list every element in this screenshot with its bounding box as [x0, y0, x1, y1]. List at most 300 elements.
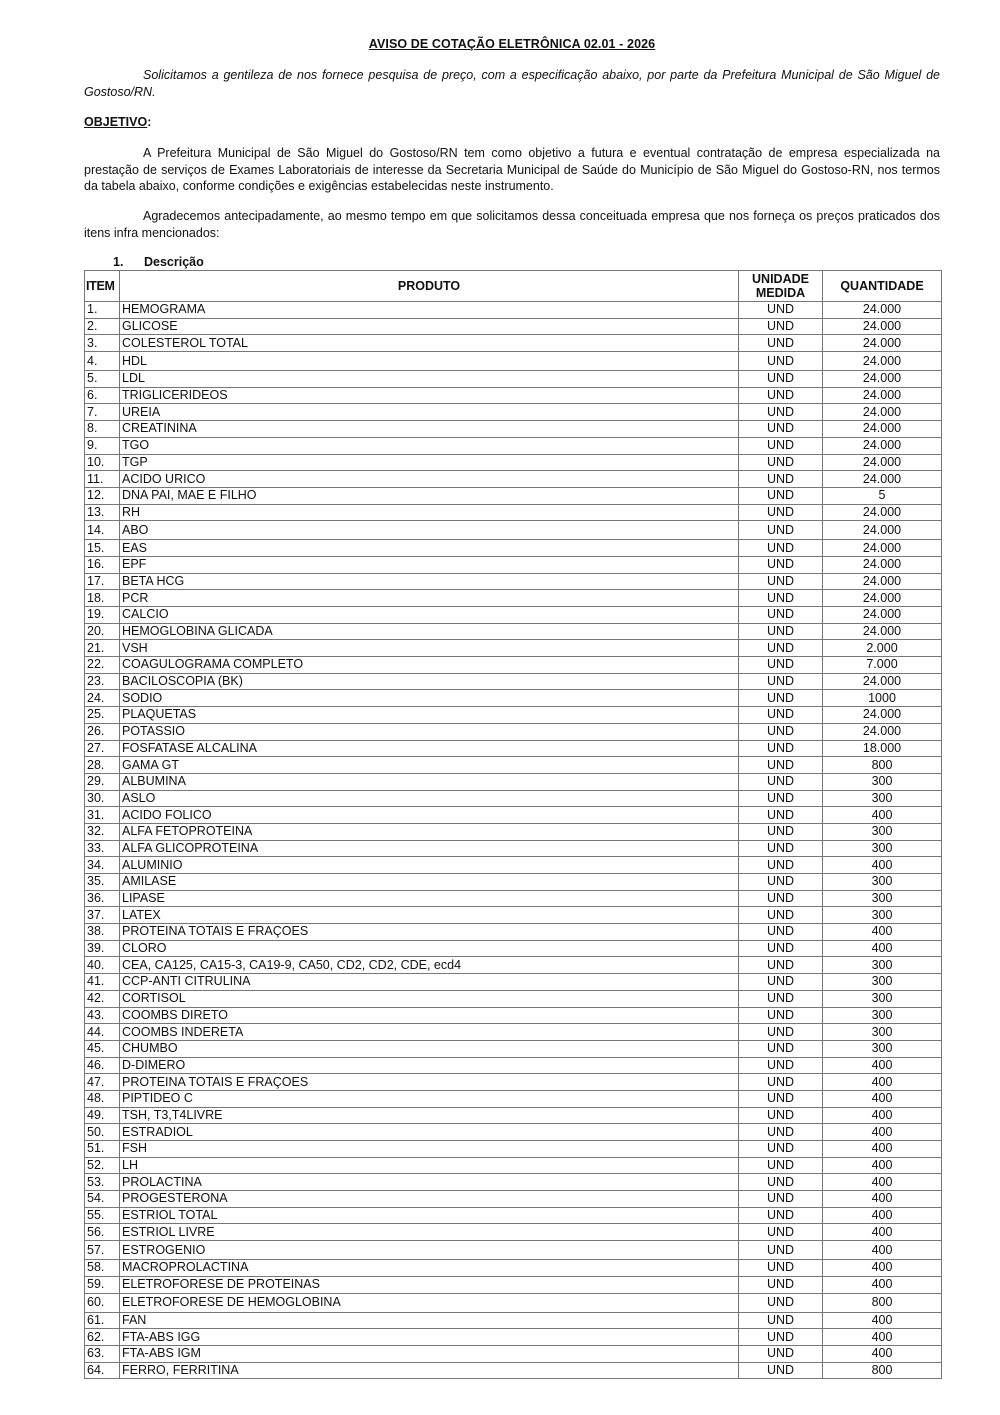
table-row [85, 957, 942, 974]
cell-item: 56. [85, 1224, 120, 1241]
cell-quantidade: 400 [823, 1124, 942, 1141]
cell-unidade: UND [739, 690, 823, 707]
table-row [85, 521, 942, 540]
cell-quantidade: 400 [823, 1174, 942, 1191]
cell-item: 26. [85, 723, 120, 740]
cell-item: 43. [85, 1007, 120, 1024]
cell-item: 11. [85, 471, 120, 488]
table-row [85, 437, 942, 454]
cell-unidade: UND [739, 974, 823, 991]
cell-item: 63. [85, 1345, 120, 1362]
cell-item: 31. [85, 807, 120, 824]
cell-produto: PROTEINA TOTAIS E FRAÇOES [120, 924, 739, 941]
cell-item: 55. [85, 1207, 120, 1224]
table-row [85, 1362, 942, 1379]
cell-produto: FAN [120, 1312, 739, 1329]
cell-unidade: UND [739, 1057, 823, 1074]
cell-item: 1. [85, 302, 120, 319]
cell-quantidade: 5 [823, 487, 942, 504]
cell-quantidade: 400 [823, 1141, 942, 1158]
cell-produto: POTASSIO [120, 723, 739, 740]
cell-quantidade: 300 [823, 840, 942, 857]
cell-unidade: UND [739, 1260, 823, 1277]
cell-quantidade: 300 [823, 890, 942, 907]
cell-unidade: UND [739, 757, 823, 774]
cell-produto: FERRO, FERRITINA [120, 1362, 739, 1379]
cell-quantidade: 400 [823, 1207, 942, 1224]
cell-item: 59. [85, 1276, 120, 1293]
table-row [85, 404, 942, 421]
cell-item: 19. [85, 607, 120, 624]
cell-unidade: UND [739, 907, 823, 924]
cell-quantidade: 400 [823, 1107, 942, 1124]
cell-unidade: UND [739, 1040, 823, 1057]
cell-produto: ACIDO FOLICO [120, 807, 739, 824]
cell-produto: SODIO [120, 690, 739, 707]
cell-quantidade: 400 [823, 1057, 942, 1074]
cell-quantidade: 400 [823, 1241, 942, 1260]
cell-produto: CLORO [120, 940, 739, 957]
cell-unidade: UND [739, 1276, 823, 1293]
cell-unidade: UND [739, 521, 823, 540]
table-row [85, 1024, 942, 1041]
cell-produto: TGO [120, 437, 739, 454]
cell-unidade: UND [739, 1329, 823, 1346]
table-row [85, 623, 942, 640]
cell-unidade: UND [739, 471, 823, 488]
cell-item: 27. [85, 740, 120, 757]
cell-item: 10. [85, 454, 120, 471]
cell-item: 61. [85, 1312, 120, 1329]
objective-heading-text: OBJETIVO [84, 115, 148, 129]
cell-item: 37. [85, 907, 120, 924]
cell-unidade: UND [739, 1241, 823, 1260]
cell-unidade: UND [739, 740, 823, 757]
table-row [85, 690, 942, 707]
cell-quantidade: 400 [823, 940, 942, 957]
cell-item: 62. [85, 1329, 120, 1346]
cell-item: 9. [85, 437, 120, 454]
cell-unidade: UND [739, 1141, 823, 1158]
section-number: 1. [113, 255, 124, 269]
cell-produto: EPF [120, 556, 739, 573]
table-row [85, 1057, 942, 1074]
cell-item: 30. [85, 790, 120, 807]
header-quantidade: QUANTIDADE [823, 271, 942, 302]
cell-item: 23. [85, 673, 120, 690]
table-row [85, 974, 942, 991]
cell-quantidade: 400 [823, 807, 942, 824]
cell-quantidade: 400 [823, 1074, 942, 1091]
cell-produto: LH [120, 1157, 739, 1174]
cell-item: 36. [85, 890, 120, 907]
cell-produto: HDL [120, 352, 739, 371]
cell-produto: CORTISOL [120, 990, 739, 1007]
cell-quantidade: 2.000 [823, 640, 942, 657]
cell-item: 15. [85, 540, 120, 557]
cell-quantidade: 7.000 [823, 657, 942, 674]
cell-produto: GLICOSE [120, 318, 739, 335]
cell-quantidade: 300 [823, 907, 942, 924]
cell-unidade: UND [739, 1224, 823, 1241]
cell-quantidade: 24.000 [823, 707, 942, 724]
cell-item: 39. [85, 940, 120, 957]
table-row [85, 1090, 942, 1107]
cell-produto: FTA-ABS IGG [120, 1329, 739, 1346]
table-row [85, 607, 942, 624]
cell-unidade: UND [739, 540, 823, 557]
cell-unidade: UND [739, 1074, 823, 1091]
cell-unidade: UND [739, 1191, 823, 1208]
cell-quantidade: 24.000 [823, 371, 942, 388]
cell-produto: LIPASE [120, 890, 739, 907]
cell-item: 6. [85, 387, 120, 404]
cell-item: 60. [85, 1293, 120, 1312]
cell-item: 47. [85, 1074, 120, 1091]
cell-item: 52. [85, 1157, 120, 1174]
cell-produto: FOSFATASE ALCALINA [120, 740, 739, 757]
cell-unidade: UND [739, 673, 823, 690]
cell-unidade: UND [739, 573, 823, 590]
cell-item: 49. [85, 1107, 120, 1124]
cell-quantidade: 300 [823, 874, 942, 891]
table-row [85, 907, 942, 924]
objective-heading: OBJETIVO: [84, 115, 152, 129]
cell-item: 22. [85, 657, 120, 674]
cell-quantidade: 24.000 [823, 623, 942, 640]
cell-item: 38. [85, 924, 120, 941]
cell-produto: BETA HCG [120, 573, 739, 590]
cell-item: 2. [85, 318, 120, 335]
cell-produto: FSH [120, 1141, 739, 1158]
cell-unidade: UND [739, 957, 823, 974]
table-row [85, 1260, 942, 1277]
cell-quantidade: 400 [823, 1345, 942, 1362]
table-row [85, 1007, 942, 1024]
table-row [85, 318, 942, 335]
table-row [85, 723, 942, 740]
cell-quantidade: 400 [823, 1329, 942, 1346]
cell-unidade: UND [739, 437, 823, 454]
cell-unidade: UND [739, 874, 823, 891]
cell-item: 34. [85, 857, 120, 874]
cell-produto: CCP-ANTI CITRULINA [120, 974, 739, 991]
table-row [85, 302, 942, 319]
cell-unidade: UND [739, 607, 823, 624]
section-title: Descrição [144, 255, 204, 269]
cell-quantidade: 24.000 [823, 504, 942, 521]
header-unidade: UNIDADE MEDIDA [739, 271, 823, 302]
cell-produto: RH [120, 504, 739, 521]
cell-item: 32. [85, 823, 120, 840]
cell-produto: TGP [120, 454, 739, 471]
cell-item: 48. [85, 1090, 120, 1107]
cell-quantidade: 24.000 [823, 302, 942, 319]
cell-item: 21. [85, 640, 120, 657]
header-item: ITEM [85, 271, 120, 302]
table-row [85, 371, 942, 388]
cell-unidade: UND [739, 590, 823, 607]
cell-quantidade: 300 [823, 773, 942, 790]
cell-produto: LDL [120, 371, 739, 388]
cell-item: 17. [85, 573, 120, 590]
table-row [85, 840, 942, 857]
table-row [85, 1074, 942, 1091]
document-title: AVISO DE COTAÇÃO ELETRÔNICA 02.01 - 2026 [368, 37, 656, 51]
cell-quantidade: 300 [823, 990, 942, 1007]
table-row [85, 335, 942, 352]
cell-unidade: UND [739, 1107, 823, 1124]
cell-produto: PROGESTERONA [120, 1191, 739, 1208]
cell-quantidade: 18.000 [823, 740, 942, 757]
cell-quantidade: 400 [823, 1191, 942, 1208]
table-row [85, 504, 942, 521]
cell-unidade: UND [739, 1362, 823, 1379]
cell-item: 33. [85, 840, 120, 857]
cell-quantidade: 400 [823, 1276, 942, 1293]
cell-quantidade: 300 [823, 1024, 942, 1041]
cell-produto: PROLACTINA [120, 1174, 739, 1191]
cell-unidade: UND [739, 404, 823, 421]
cell-item: 44. [85, 1024, 120, 1041]
cell-quantidade: 300 [823, 1040, 942, 1057]
cell-unidade: UND [739, 387, 823, 404]
cell-produto: LATEX [120, 907, 739, 924]
cell-produto: TSH, T3,T4LIVRE [120, 1107, 739, 1124]
table-row [85, 454, 942, 471]
cell-unidade: UND [739, 556, 823, 573]
table-row [85, 740, 942, 757]
cell-produto: ESTROGENIO [120, 1241, 739, 1260]
cell-quantidade: 24.000 [823, 590, 942, 607]
table-row [85, 1191, 942, 1208]
cell-quantidade: 24.000 [823, 404, 942, 421]
cell-quantidade: 800 [823, 1362, 942, 1379]
cell-produto: ALFA GLICOPROTEINA [120, 840, 739, 857]
cell-quantidade: 400 [823, 1090, 942, 1107]
cell-produto: ALFA FETOPROTEINA [120, 823, 739, 840]
cell-unidade: UND [739, 318, 823, 335]
table-row [85, 874, 942, 891]
cell-produto: BACILOSCOPIA (BK) [120, 673, 739, 690]
cell-item: 8. [85, 421, 120, 438]
cell-unidade: UND [739, 807, 823, 824]
cell-produto: CALCIO [120, 607, 739, 624]
cell-item: 14. [85, 521, 120, 540]
thanks-paragraph [84, 208, 940, 241]
cell-quantidade: 800 [823, 757, 942, 774]
table-row [85, 352, 942, 371]
cell-unidade: UND [739, 890, 823, 907]
cell-produto: AMILASE [120, 874, 739, 891]
cell-item: 57. [85, 1241, 120, 1260]
items-table [84, 270, 942, 1379]
table-row [85, 1345, 942, 1362]
objective-text: A Prefeitura Municipal de São Miguel do Gostoso/RN tem como objetivo a futura e eventual contratação de empresa especializada na prestação de serviços de Exames Laboratoriais de interesse da Secretaria Municipal de Saúde do Município de São Miguel do Gostoso-RN, nos termos da tabela abaixo, conforme condições e exigências estabelecidas neste instrumento. [84, 146, 940, 193]
cell-quantidade: 24.000 [823, 540, 942, 557]
cell-produto: COOMBS DIRETO [120, 1007, 739, 1024]
table-row [85, 487, 942, 504]
cell-unidade: UND [739, 990, 823, 1007]
table-row [85, 590, 942, 607]
table-row [85, 1040, 942, 1057]
cell-produto: TRIGLICERIDEOS [120, 387, 739, 404]
cell-quantidade: 800 [823, 1293, 942, 1312]
cell-produto: ALUMINIO [120, 857, 739, 874]
cell-item: 41. [85, 974, 120, 991]
cell-unidade: UND [739, 504, 823, 521]
cell-item: 51. [85, 1141, 120, 1158]
cell-quantidade: 24.000 [823, 421, 942, 438]
cell-unidade: UND [739, 371, 823, 388]
table-row [85, 1312, 942, 1329]
cell-unidade: UND [739, 1293, 823, 1312]
intro-text: Solicitamos a gentileza de nos fornece pesquisa de preço, com a especificação abaixo, por parte da Prefeitura Municipal de São Miguel de Gostoso/RN. [84, 68, 940, 99]
table-row [85, 707, 942, 724]
cell-quantidade: 1000 [823, 690, 942, 707]
cell-item: 46. [85, 1057, 120, 1074]
table-row [85, 387, 942, 404]
cell-unidade: UND [739, 1007, 823, 1024]
thanks-text: Agradecemos antecipadamente, ao mesmo tempo em que solicitamos dessa conceituada empresa que nos forneça os preços praticados dos itens infra mencionados: [84, 209, 940, 240]
cell-quantidade: 400 [823, 924, 942, 941]
table-row [85, 857, 942, 874]
cell-quantidade: 24.000 [823, 573, 942, 590]
cell-unidade: UND [739, 352, 823, 371]
cell-unidade: UND [739, 1124, 823, 1141]
table-row [85, 823, 942, 840]
cell-item: 16. [85, 556, 120, 573]
cell-quantidade: 300 [823, 974, 942, 991]
cell-unidade: UND [739, 823, 823, 840]
table-row [85, 1107, 942, 1124]
cell-quantidade: 24.000 [823, 318, 942, 335]
cell-quantidade: 24.000 [823, 607, 942, 624]
cell-produto: CHUMBO [120, 1040, 739, 1057]
cell-unidade: UND [739, 657, 823, 674]
cell-unidade: UND [739, 773, 823, 790]
cell-quantidade: 400 [823, 1260, 942, 1277]
table-row [85, 773, 942, 790]
cell-item: 3. [85, 335, 120, 352]
table-row [85, 1157, 942, 1174]
table-row [85, 890, 942, 907]
table-row [85, 1293, 942, 1312]
cell-produto: ABO [120, 521, 739, 540]
cell-produto: COLESTEROL TOTAL [120, 335, 739, 352]
cell-unidade: UND [739, 1174, 823, 1191]
cell-unidade: UND [739, 487, 823, 504]
cell-unidade: UND [739, 940, 823, 957]
cell-produto: UREIA [120, 404, 739, 421]
table-row [85, 657, 942, 674]
table-row [85, 1276, 942, 1293]
cell-unidade: UND [739, 1345, 823, 1362]
cell-produto: HEMOGLOBINA GLICADA [120, 623, 739, 640]
cell-produto: ESTRIOL LIVRE [120, 1224, 739, 1241]
cell-produto: ESTRADIOL [120, 1124, 739, 1141]
cell-item: 40. [85, 957, 120, 974]
cell-unidade: UND [739, 857, 823, 874]
cell-produto: PIPTIDEO C [120, 1090, 739, 1107]
table-row [85, 573, 942, 590]
cell-produto: PLAQUETAS [120, 707, 739, 724]
table-row [85, 1174, 942, 1191]
table-body [85, 302, 942, 1379]
cell-unidade: UND [739, 302, 823, 319]
table-row [85, 1141, 942, 1158]
cell-produto: VSH [120, 640, 739, 657]
cell-quantidade: 300 [823, 823, 942, 840]
cell-item: 4. [85, 352, 120, 371]
cell-quantidade: 24.000 [823, 723, 942, 740]
cell-produto: ELETROFORESE DE PROTEINAS [120, 1276, 739, 1293]
cell-produto: ALBUMINA [120, 773, 739, 790]
cell-produto: PCR [120, 590, 739, 607]
table-row [85, 924, 942, 941]
cell-unidade: UND [739, 1312, 823, 1329]
table-row [85, 471, 942, 488]
table-row [85, 990, 942, 1007]
cell-item: 64. [85, 1362, 120, 1379]
cell-unidade: UND [739, 454, 823, 471]
cell-unidade: UND [739, 640, 823, 657]
table-row [85, 1241, 942, 1260]
intro-paragraph [84, 67, 940, 100]
cell-item: 42. [85, 990, 120, 1007]
cell-item: 53. [85, 1174, 120, 1191]
cell-item: 7. [85, 404, 120, 421]
cell-produto: CEA, CA125, CA15-3, CA19-9, CA50, CD2, CD2, CDE, ecd4 [120, 957, 739, 974]
cell-produto: COOMBS INDERETA [120, 1024, 739, 1041]
cell-unidade: UND [739, 335, 823, 352]
cell-unidade: UND [739, 840, 823, 857]
cell-item: 28. [85, 757, 120, 774]
header-produto: PRODUTO [120, 271, 739, 302]
cell-produto: HEMOGRAMA [120, 302, 739, 319]
table-row [85, 556, 942, 573]
cell-quantidade: 24.000 [823, 454, 942, 471]
cell-produto: D-DIMERO [120, 1057, 739, 1074]
cell-produto: ASLO [120, 790, 739, 807]
cell-produto: ELETROFORESE DE HEMOGLOBINA [120, 1293, 739, 1312]
table-row [85, 421, 942, 438]
objective-paragraph [84, 145, 940, 195]
cell-item: 24. [85, 690, 120, 707]
cell-unidade: UND [739, 1090, 823, 1107]
cell-quantidade: 24.000 [823, 521, 942, 540]
cell-unidade: UND [739, 924, 823, 941]
cell-produto: DNA PAI, MAE E FILHO [120, 487, 739, 504]
cell-quantidade: 400 [823, 1157, 942, 1174]
cell-quantidade: 24.000 [823, 352, 942, 371]
cell-unidade: UND [739, 1024, 823, 1041]
cell-produto: ACIDO URICO [120, 471, 739, 488]
table-row [85, 757, 942, 774]
cell-unidade: UND [739, 1157, 823, 1174]
cell-item: 13. [85, 504, 120, 521]
cell-produto: CREATININA [120, 421, 739, 438]
table-row [85, 940, 942, 957]
cell-quantidade: 24.000 [823, 471, 942, 488]
cell-unidade: UND [739, 421, 823, 438]
cell-item: 58. [85, 1260, 120, 1277]
cell-unidade: UND [739, 623, 823, 640]
table-row [85, 1224, 942, 1241]
cell-quantidade: 400 [823, 1224, 942, 1241]
table-row [85, 1329, 942, 1346]
section-heading [113, 255, 204, 269]
